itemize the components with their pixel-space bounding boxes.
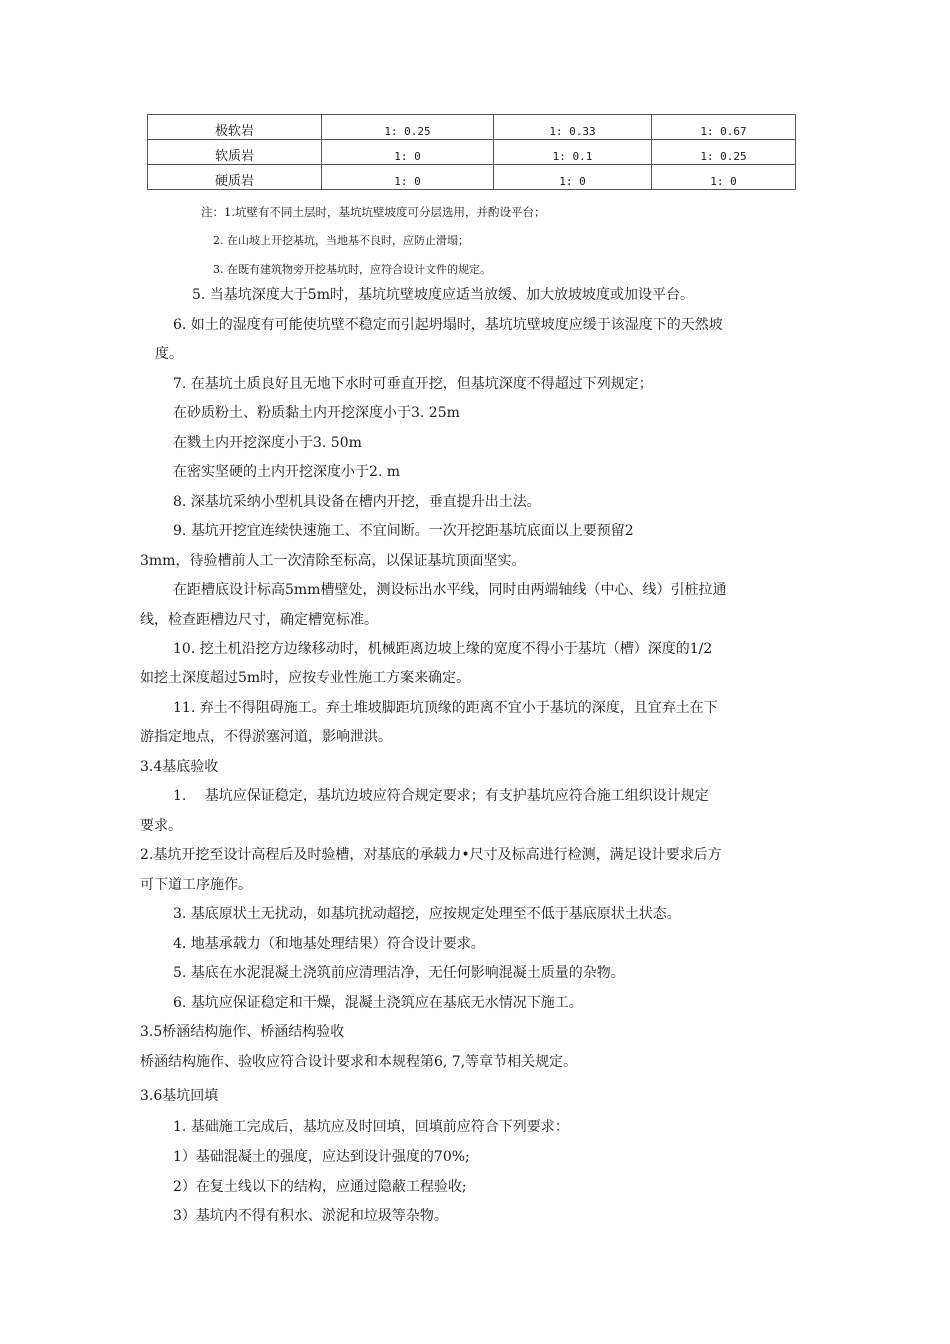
slope-cell: 1: 0.25 <box>652 140 796 165</box>
paragraph-line: 1）基础混凝土的强度，应达到设计强度的70%; <box>173 1149 470 1165</box>
paragraph-line: 要求。 <box>140 818 182 834</box>
slope-ratio-table <box>147 114 796 190</box>
section-heading: 3.4基底验收 <box>140 759 219 775</box>
paragraph-line: 度。 <box>155 346 183 362</box>
paragraph-line: 在戮土内开挖深度小于3. 50m <box>173 435 362 451</box>
slope-cell: 1: 0.25 <box>322 115 494 140</box>
rock-type-cell: 软质岩 <box>148 140 322 165</box>
paragraph-line: 8. 深基坑采纳小型机具设备在槽内开挖，垂直提升出土法。 <box>173 494 541 510</box>
paragraph-line: 9. 基坑开挖宜连续快速施工、不宜间断。一次开挖距基坑底面以上要预留2 <box>173 523 634 539</box>
section-heading: 3.6基坑回填 <box>140 1088 219 1104</box>
table-note: 2. 在山坡上开挖基坑，当地基不良时，应防止滑塌； <box>213 234 469 247</box>
paragraph-line: 如挖土深度超过5m时，应按专业性施工方案来确定。 <box>140 670 471 686</box>
paragraph-line: 7. 在基坑土质良好且无地下水时可垂直开挖，但基坑深度不得超过下列规定； <box>173 376 653 392</box>
table-row <box>148 115 796 140</box>
slope-cell: 1: 0.67 <box>652 115 796 140</box>
table-note: 3. 在既有建筑物旁开挖基坑时，应符合设计文件的规定。 <box>213 263 491 276</box>
paragraph-line: 3）基坑内不得有积水、淤泥和垃圾等杂物。 <box>173 1208 448 1224</box>
paragraph-line: 3mm，待验槽前人工一次清除至标高，以保证基坑顶面坚实。 <box>140 553 526 569</box>
paragraph-line: 4. 地基承载力（和地基处理结果）符合设计要求。 <box>173 936 485 952</box>
paragraph-line: 5. 基底在水泥混凝土浇筑前应清理洁净，无任何影响混凝土质量的杂物。 <box>173 965 625 981</box>
paragraph-line: 线，检查距槽边尺寸，确定槽宽标准。 <box>140 612 378 628</box>
slope-cell: 1: 0 <box>322 165 494 190</box>
paragraph-line: 11. 弃土不得阻碍施工。弃土堆坡脚距坑顶缘的距离不宜小于基坑的深度，且宜弃土在下 <box>173 700 718 716</box>
paragraph-line: 1. 基坑应保证稳定，基坑边坡应符合规定要求；有支护基坑应符合施工组织设计规定 <box>173 788 709 804</box>
slope-cell: 1: 0 <box>652 165 796 190</box>
table-row <box>148 140 796 165</box>
rock-type-cell: 极软岩 <box>148 115 322 140</box>
section-heading: 3.5桥涵结构施作、桥涵结构验收 <box>140 1024 345 1040</box>
paragraph-line: 3. 基底原状土无扰动，如基坑扰动超挖，应按规定处理至不低于基底原状土状态。 <box>173 906 681 922</box>
paragraph-line: 10. 挖土机沿挖方边缘移动时，机械距离边坡上缘的宽度不得小于基坑（槽）深度的1/2 <box>173 641 713 657</box>
slope-cell: 1: 0.1 <box>494 140 652 165</box>
paragraph-line: 5. 当基坑深度大于5m时，基坑坑壁坡度应适当放缓、加大放坡坡度或加设平台。 <box>192 287 694 303</box>
table-note: 注：1.坑壁有不同土层时，基坑坑壁坡度可分层选用，并酌设平台； <box>201 205 546 219</box>
slope-cell: 1: 0 <box>322 140 494 165</box>
paragraph-line: 6. 如土的湿度有可能使坑壁不稳定而引起坍塌时，基坑坑壁坡度应缓于该湿度下的天然坡 <box>173 317 723 333</box>
paragraph-line: 可下道工序施作。 <box>140 877 252 893</box>
paragraph-line: 2.基坑开挖至设计高程后及时验槽，对基底的承载力•尺寸及标高进行检测，满足设计要求后方 <box>140 847 722 863</box>
slope-cell: 1: 0.33 <box>494 115 652 140</box>
slope-cell: 1: 0 <box>494 165 652 190</box>
paragraph-line: 桥涵结构施作、验收应符合设计要求和本规程第6, 7,等章节相关规定。 <box>140 1054 578 1070</box>
paragraph-line: 在砂质粉土、粉质黏土内开挖深度小于3. 25m <box>173 405 460 421</box>
paragraph-line: 6. 基坑应保证稳定和干燥，混凝土浇筑应在基底无水情况下施工。 <box>173 995 583 1011</box>
paragraph-line: 2）在复土线以下的结构，应通过隐蔽工程验收; <box>173 1179 467 1195</box>
table-row <box>148 165 796 190</box>
paragraph-line: 在密实坚硬的土内开挖深度小于2. m <box>173 464 401 480</box>
paragraph-line: 1. 基础施工完成后，基坑应及时回填，回填前应符合下列要求： <box>173 1119 569 1135</box>
paragraph-line: 在距槽底设计标高5mm槽壁处，测设标出水平线，同时由两端轴线（中心、线）引桩拉通 <box>173 582 727 598</box>
paragraph-line: 游指定地点，不得淤塞河道，影响泄洪。 <box>140 729 392 745</box>
rock-type-cell: 硬质岩 <box>148 165 322 190</box>
